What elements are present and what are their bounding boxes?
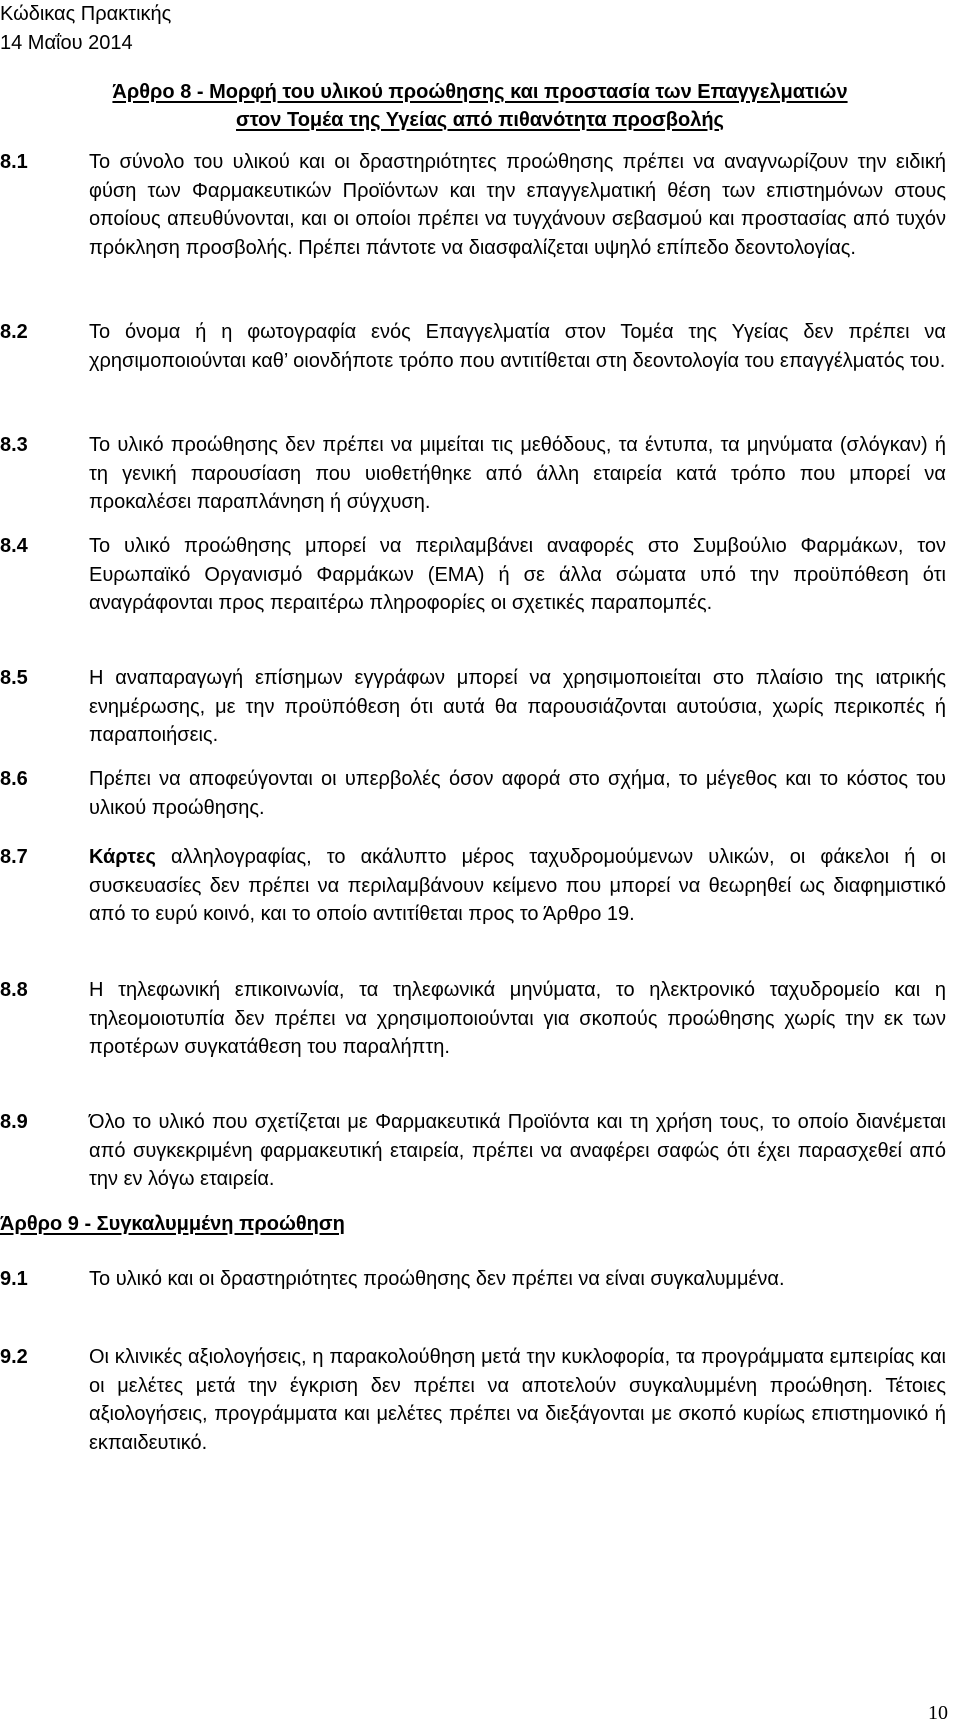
article-8-title-line-2: στον Τομέα της Υγείας από πιθανότητα προσβολής [236, 109, 724, 131]
clause-text: Το υλικό προώθησης δεν πρέπει να μιμείται τις μεθόδους, τα έντυπα, τα μηνύματα (σλόγκαν) ή τη γενική παρουσίαση που υιοθετήθηκε από άλλη εταιρεία κατά τρόπο που μπορεί να προκαλέσει παραπλάνηση ή σύγχυση. [89, 434, 946, 514]
article-9-title [0, 1210, 960, 1238]
clause-text: Οι κλινικές αξιολογήσεις, η παρακολούθηση μετά την κυκλοφορία, τα προγράμματα εμπειρίας και οι μελέτες μετά την έγκριση δεν πρέπει να αποτελούν συγκαλυμμένη προώθηση. Τέτοιες αξιολογήσεις, προγράμματα και μελέτες πρέπει να διεξάγονται με σκοπό κυρίως επιστημονικό ή εκπαιδευτικό. [89, 1346, 946, 1454]
clause-text: Η αναπαραγωγή επίσημων εγγράφων μπορεί να χρησιμοποιείται στο πλαίσιο της ιατρικής ενημέρωσης, με την προϋπόθεση ότι αυτά θα παρουσιάζονται αυτούσια, χωρίς περικοπές ή παραποιήσεις. [89, 667, 946, 747]
clause-number: 9.2 [0, 1346, 28, 1368]
clause-text: Όλο το υλικό που σχετίζεται με Φαρμακευτικά Προϊόντα και τη χρήση τους, το οποίο διανέμεται από συγκεκριμένη φαρμακευτική εταιρεία, πρέπει να αναφέρει σαφώς ότι έχει παρασχεθεί από την εν λόγω εταιρεία. [89, 1111, 946, 1191]
clause-9-2 [0, 1343, 946, 1457]
clause-number: 8.6 [0, 768, 28, 790]
clause-8-7 [0, 843, 946, 929]
clause-text: Η τηλεφωνική επικοινωνία, τα τηλεφωνικά μηνύματα, το ηλεκτρονικό ταχυδρομείο και η τηλεομοιοτυπία δεν πρέπει να χρησιμοποιούνται για σκοπούς προώθησης χωρίς την εκ των προτέρων συγκατάθεση του παραλήπτη. [89, 979, 946, 1059]
article-8-title-line-1: Άρθρο 8 - Μορφή του υλικού προώθησης και προστασία των Επαγγελματιών [112, 81, 848, 103]
clause-8-6 [0, 765, 946, 822]
clause-9-1 [0, 1265, 946, 1294]
clause-8-8 [0, 976, 946, 1062]
clause-8-2 [0, 318, 946, 375]
clause-text: Το όνομα ή η φωτογραφία ενός Επαγγελματία στον Τομέα της Υγείας δεν πρέπει να χρησιμοποιούνται καθ’ οιονδήποτε τρόπο που αντιτίθεται στη δεοντολογία του επαγγέλματός του. [89, 321, 946, 372]
article-9-title-text: Άρθρο 9 - Συγκαλυμμένη προώθηση [0, 1213, 345, 1235]
clause-number: 8.4 [0, 535, 28, 557]
clause-number: 9.1 [0, 1268, 28, 1290]
document-header [0, 0, 171, 58]
article-8-title [0, 78, 960, 134]
header-date: 14 Μαΐου 2014 [0, 32, 133, 54]
clause-text: Το υλικό και οι δραστηριότητες προώθησης δεν πρέπει να είναι συγκαλυμμένα. [89, 1268, 785, 1290]
clause-bold-lead: Κάρτες [89, 846, 156, 868]
clause-number: 8.1 [0, 151, 28, 173]
clause-8-9 [0, 1108, 946, 1194]
clause-text: Το σύνολο του υλικού και οι δραστηριότητες προώθησης πρέπει να αναγνωρίζουν την ειδική φύση των Φαρμακευτικών Προϊόντων και την επαγγελματική θέση των επιστημόνων στους οποίους απευθύνονται, και οι οποίοι πρέπει να τυγχάνουν σεβασμού και προστασίας από τυχόν πρόκληση προσβολής. Πρέπει πάντοτε να διασφαλίζεται υψηλό επίπεδο δεοντολογίας. [89, 151, 946, 259]
clause-8-3 [0, 431, 946, 517]
header-code-title: Κώδικας Πρακτικής [0, 3, 172, 25]
page-number: 10 [928, 1702, 948, 1724]
clause-text [89, 843, 946, 929]
clause-text-rest: αλληλογραφίας, το ακάλυπτο μέρος ταχυδρομούμενων υλικών, οι φάκελοι ή οι συσκευασίες δεν πρέπει να περιλαμβάνουν κείμενο που μπορεί να θεωρηθεί ως διαφημιστικό από το ευρύ κοινό, και το οποίο αντιτίθεται προς το Άρθρο 19. [89, 846, 946, 926]
clause-8-4 [0, 532, 946, 618]
clause-number: 8.5 [0, 667, 28, 689]
clause-8-1 [0, 148, 946, 262]
clause-number: 8.3 [0, 434, 28, 456]
clause-number: 8.9 [0, 1111, 28, 1133]
clause-text: Το υλικό προώθησης μπορεί να περιλαμβάνει αναφορές στο Συμβούλιο Φαρμάκων, τον Ευρωπαϊκό Οργανισμό Φαρμάκων (ΕΜΑ) ή σε άλλα σώματα υπό την προϋπόθεση ότι αναγράφονται προς περαιτέρω πληροφορίες οι σχετικές παραπομπές. [89, 535, 946, 615]
clause-number: 8.7 [0, 846, 28, 868]
clause-number: 8.8 [0, 979, 28, 1001]
clause-text: Πρέπει να αποφεύγονται οι υπερβολές όσον αφορά στο σχήμα, το μέγεθος και το κόστος του υλικού προώθησης. [89, 768, 946, 819]
clause-8-5 [0, 664, 946, 750]
clause-number: 8.2 [0, 321, 28, 343]
